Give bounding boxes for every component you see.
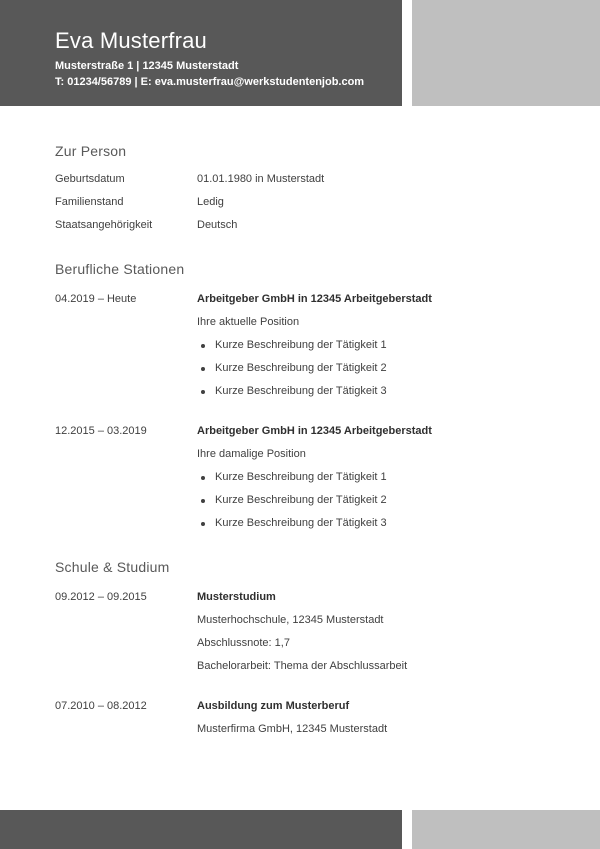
entry-subtitle: Ihre damalige Position (197, 448, 306, 460)
education-entry (55, 586, 580, 678)
education-entry (55, 695, 580, 741)
header-light-band (412, 0, 600, 106)
header (0, 0, 600, 106)
address-line: Musterstraße 1 | 12345 Musterstadt (55, 60, 239, 72)
fact-label: Staatsangehörigkeit (55, 219, 153, 231)
fact-value: Deutsch (197, 219, 238, 231)
footer (0, 810, 600, 849)
bullet-item (197, 357, 580, 380)
section-education-title: Schule & Studium (55, 559, 170, 575)
fact-row (55, 214, 580, 237)
section-person (55, 141, 580, 237)
bullet-icon (201, 499, 205, 503)
bullet-item (197, 489, 580, 512)
entry-title: Ausbildung zum Musterberuf (197, 700, 350, 712)
section-career-title: Berufliche Stationen (55, 261, 185, 277)
bullet-icon (201, 390, 205, 394)
fact-label: Geburtsdatum (55, 173, 125, 185)
bullet-item (197, 380, 580, 403)
entry-body (197, 586, 580, 678)
person-name: Eva Musterfrau (55, 28, 207, 53)
footer-band-gap (402, 810, 412, 849)
bullet-text: Kurze Beschreibung der Tätigkeit 3 (215, 385, 387, 397)
entry-date: 07.2010 – 08.2012 (55, 700, 147, 712)
bullet-text: Kurze Beschreibung der Tätigkeit 1 (215, 471, 387, 483)
career-entry (55, 288, 580, 403)
entry-title: Musterstudium (197, 591, 276, 603)
footer-light-band (412, 810, 600, 849)
entry-body (197, 420, 580, 535)
section-education (55, 557, 580, 741)
fact-value: 01.01.1980 in Musterstadt (197, 173, 325, 185)
bullet-icon (201, 522, 205, 526)
header-band-gap (402, 0, 412, 106)
entry-line: Musterfirma GmbH, 12345 Musterstadt (197, 723, 388, 735)
section-career (55, 259, 580, 535)
entry-subtitle: Ihre aktuelle Position (197, 316, 300, 328)
career-entry (55, 420, 580, 535)
bullet-item (197, 334, 580, 357)
bullet-icon (201, 344, 205, 348)
fact-row (55, 191, 580, 214)
header-dark-band (0, 0, 402, 106)
entry-line: Abschlussnote: 1,7 (197, 637, 290, 649)
fact-label: Familienstand (55, 196, 124, 208)
entry-line: Bachelorarbeit: Thema der Abschlussarbeit (197, 660, 408, 672)
bullet-icon (201, 367, 205, 371)
bullet-text: Kurze Beschreibung der Tätigkeit 2 (215, 494, 387, 506)
entry-date: 12.2015 – 03.2019 (55, 425, 147, 437)
entry-title: Arbeitgeber GmbH in 12345 Arbeitgeberstadt (197, 293, 432, 305)
bullet-item (197, 466, 580, 489)
bullet-text: Kurze Beschreibung der Tätigkeit 2 (215, 362, 387, 374)
bullet-item (197, 512, 580, 535)
entry-line: Musterhochschule, 12345 Musterstadt (197, 614, 384, 626)
fact-value: Ledig (197, 196, 224, 208)
bullet-text: Kurze Beschreibung der Tätigkeit 1 (215, 339, 387, 351)
entry-date: 04.2019 – Heute (55, 293, 137, 305)
entry-date: 09.2012 – 09.2015 (55, 591, 147, 603)
entry-body (197, 288, 580, 403)
cv-content (55, 106, 580, 741)
fact-row (55, 168, 580, 191)
entry-body (197, 695, 580, 741)
contact-line: T: 01234/56789 | E: eva.musterfrau@werkstudentenjob.com (55, 75, 365, 88)
bullet-text: Kurze Beschreibung der Tätigkeit 3 (215, 517, 387, 529)
bullet-icon (201, 476, 205, 480)
footer-dark-band (0, 810, 402, 849)
section-person-title: Zur Person (55, 143, 127, 159)
entry-title: Arbeitgeber GmbH in 12345 Arbeitgeberstadt (197, 425, 432, 437)
